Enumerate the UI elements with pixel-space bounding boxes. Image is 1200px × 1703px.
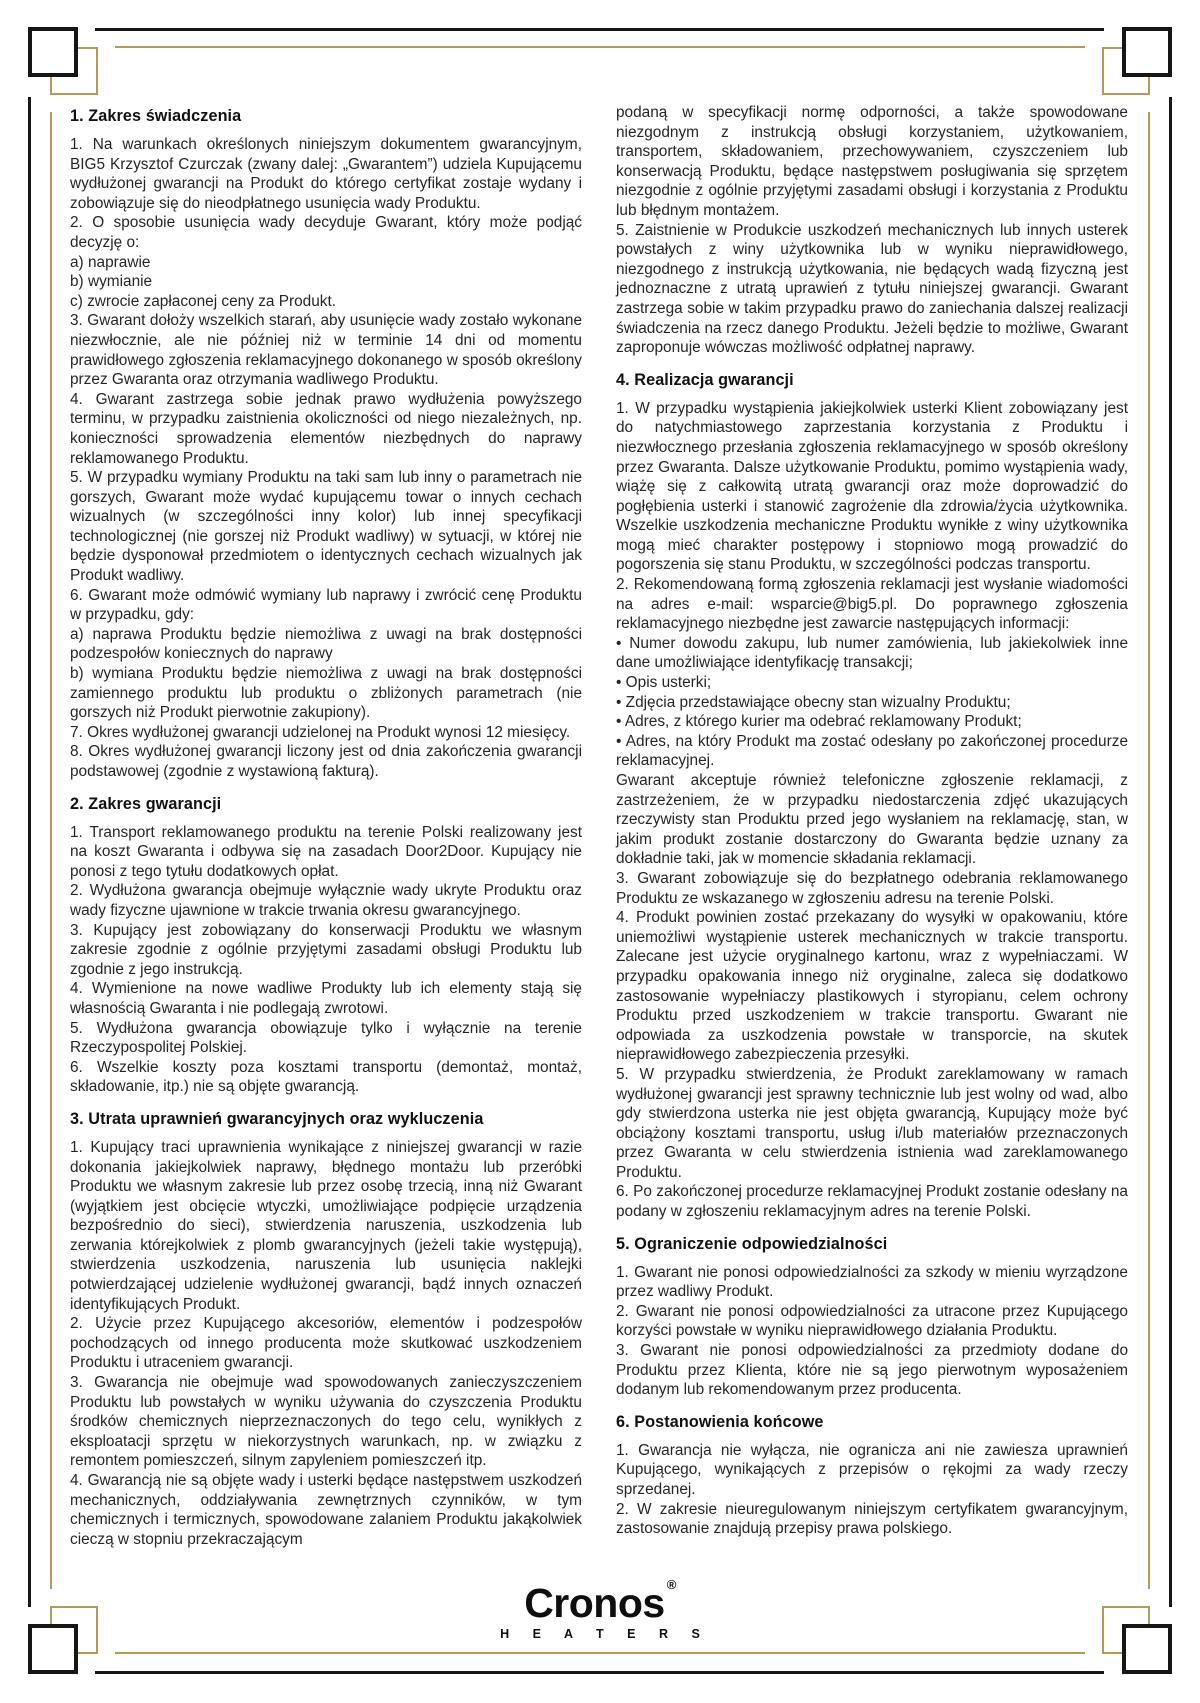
frame-black-top-line	[95, 28, 1104, 31]
paragraph: b) wymiana Produktu będzie niemożliwa z uwagi na brak dostępności zamiennego produktu lub produktu o zbliżonych parametrach (nie gorszych niż Produkt pierwotnie zakupiony).	[70, 665, 582, 722]
frame-gold-right-line	[1148, 112, 1150, 1589]
paragraph: 1. Transport reklamowanego produktu na terenie Polski realizowany jest na koszt Gwaranta i odbywa się na zasadach Door2Door. Kupujący nie ponosi z tego tytułu dodatkowych opłat.	[70, 823, 582, 880]
paragraph: 4. Produkt powinien zostać przekazany do wysyłki w opakowaniu, które uniemożliwi wystąpienie usterek mechanicznych w trakcie transportu. Zalecane jest użycie oryginalnego kartonu, wraz z wypełniaczami. W przypadku opakowania innego niż oryginalne, zaleca się dodatkowo zastosowanie wypełniaczy plastikowych i styropianu, celem ochrony Produktu przed uszkodzeniem w trakcie transportu. Gwarant nie odpowiada za uszkodzenia powstałe w transporcie, na skutek nieprawidłowego zabezpieczenia przesyłki.	[616, 909, 1128, 1064]
paragraph: Gwarant akceptuje również telefoniczne zgłoszenie reklamacji, z zastrzeżeniem, że w przypadku niedostarczenia zdjęć ukazujących rzeczywisty stan Produktu przed jego wysłaniem na reklamację, stan, w jakim produkt zostanie dostarczony do Gwaranta będzie uznany za dokładnie taki, jak w momencie składania reklamacji.	[616, 772, 1128, 868]
paragraph: 6. Gwarant może odmówić wymiany lub naprawy i zwrócić cenę Produktu w przypadku, gdy:	[70, 586, 582, 624]
left-column	[70, 103, 582, 1549]
paragraph: 5. W przypadku wymiany Produktu na taki sam lub inny o parametrach nie gorszych, Gwarant może wydać kupującemu towar o innych cechach wizualnych (w szczególności inny kolor) lub innej specyfikacji technologicznej (nie gorszej niż Produkt wadliwy) w sytuacji, w której nie będzie dysponował przedmiotem o identycznych cechach wizualnych jak Produkt wadliwy.	[70, 469, 582, 585]
brand-name	[0, 1578, 1200, 1624]
paragraph: c) zwrocie zapłaconej ceny za Produkt.	[70, 292, 337, 310]
paragraph: 8. Okres wydłużonej gwarancji liczony jest od dnia zakończenia gwarancji podstawowej (zgodnie z wystawioną fakturą).	[70, 743, 582, 780]
frame-gold-bottom-line	[115, 1652, 1085, 1654]
section-heading: 1. Zakres świadczenia	[70, 107, 242, 125]
paragraph: 6. Wszelkie koszty poza kosztami transportu (demontaż, montaż, składowanie, itp.) nie są objęte gwarancją.	[70, 1058, 582, 1096]
paragraph: 4. Wymienione na nowe wadliwe Produkty lub ich elementy stają się własnością Gwaranta i nie podlegają zwrotowi.	[70, 980, 582, 1017]
paragraph: 2. Użycie przez Kupującego akcesoriów, elementów i podzespołów pochodzących od innego producenta może skutkować uszkodzeniem Produktu i utraceniem gwarancji.	[70, 1315, 582, 1372]
paragraph: 1. Na warunkach określonych niniejszym dokumentem gwarancyjnym, BIG5 Krzysztof Czurczak (zwany dalej: „Gwarantem”) udziela Kupującemu wydłużonej gwarancji na Produkt do którego certyfikat zostaje wydany i zobowiązuje się do nieodpłatnego usunięcia wady Produktu.	[70, 136, 582, 212]
paragraph: podaną w specyfikacji normę odporności, a także spowodowane niezgodnym z instrukcją obsługi korzystaniem, użytkowaniem, transportem, składowaniem, przechowywaniem, czyszczeniem lub konserwacją Produktu, będące następstwem posługiwania się sprzętem niezgodnie z ogólnie przyjętymi zasadami obsługi i korzystania z Produktu lub błędnym montażem.	[616, 104, 1128, 219]
document-body	[70, 103, 1128, 1549]
list-item: • Zdjęcia przedstawiające obecny stan wizualny Produktu;	[616, 693, 1011, 711]
registered-trademark-icon: ®	[666, 1577, 676, 1592]
frame-gold-top-line	[115, 46, 1085, 48]
corner-black-square-top-left	[28, 27, 78, 77]
paragraph: 7. Okres wydłużonej gwarancji udzielonej na Produkt wynosi 12 miesięcy.	[70, 723, 571, 741]
paragraph: 2. Gwarant nie ponosi odpowiedzialności za utracone przez Kupującego korzyści powstałe w wyniku nieprawidłowego działania Produktu.	[616, 1302, 1128, 1340]
paragraph: 5. Zaistnienie w Produkcie uszkodzeń mechanicznych lub innych usterek powstałych z winy użytkownika lub w wyniku nieprawidłowego, niezgodnego z instrukcją użytkowania, nie będących wadą fizyczną jest jednoznaczne z utratą uprawień z tytułu niniejszej gwarancji. Gwarant zastrzega sobie w takim przypadku prawo do zaniechania dalszej realizacji świadczenia na rzecz danego Produktu. Jeżeli będzie to możliwe, Gwarant zaproponuje wówczas możliwość odpłatnej naprawy.	[616, 221, 1128, 357]
paragraph: 4. Gwarant zastrzega sobie jednak prawo wydłużenia powyższego terminu, w przypadku zaistnienia okoliczności od niego niezależnych, np. konieczności sprowadzenia elementów niezbędnych do naprawy reklamowanego Produktu.	[70, 390, 582, 467]
paragraph: 4. Gwarancją nie są objęte wady i usterki będące następstwem uszkodzeń mechanicznych, oddziaływania zewnętrznych czynników, w tym chemicznych i termicznych, spowodowane zalaniem Produktu jakąkolwiek cieczą w stopniu przekraczającym	[70, 1472, 582, 1548]
paragraph: a) naprawa Produktu będzie niemożliwa z uwagi na brak dostępności podzespołów koniecznych do naprawy	[70, 625, 582, 663]
paragraph: 2. O sposobie usunięcia wady decyduje Gwarant, który może podjąć decyzję o:	[70, 214, 582, 251]
paragraph: 3. Gwarant nie ponosi odpowiedzialności za przedmioty dodane do Produktu przez Klienta, które nie są jego pierwotnym wyposażeniem dodanym lub rekomendowanym przez producenta.	[616, 1342, 1128, 1399]
paragraph: 1. Kupujący traci uprawnienia wynikające z niniejszej gwarancji w razie dokonania jakiejkolwiek naprawy, błędnego montażu lub przeróbki Produktu we własnym zakresie lub przez osobę trzecią, inną niż Gwarant (wyjątkiem jest obcięcie wtyczki, umożliwiające podpięcie urządzenia bezpośrednio do sieci), stwierdzenia naruszenia, uszkodzenia lub zerwania którejkolwiek z plomb gwarancyjnych (jeżeli takie występują), stwierdzenia uszkodzenia, naruszenia lub usunięcia naklejki potwierdzającej udzielenie wydłużonej gwarancji, bądź innych oznaczeń identyfikujących Produkt.	[70, 1138, 582, 1313]
paragraph: 5. Wydłużona gwarancja obowiązuje tylko i wyłącznie na terenie Rzeczypospolitej Polskiej.	[70, 1019, 582, 1057]
brand-logo	[0, 1578, 1200, 1641]
brand-wordmark: Cronos	[524, 1580, 665, 1626]
list-item: • Adres, na który Produkt ma zostać odesłany po zakończonej procedurze reklamacyjnej.	[616, 732, 1128, 770]
frame-gold-left-line	[50, 112, 52, 1589]
paragraph: 3. Gwarant zobowiązuje się do bezpłatnego odebrania reklamowanego Produktu ze wskazanego w zgłoszeniu adresu na terenie Polski.	[616, 869, 1128, 907]
paragraph: 2. Rekomendowaną formą zgłoszenia reklamacji jest wysłanie wiadomości na adres e-mail: wsparcie@big5.pl. Do poprawnego zgłoszenia reklamacyjnego niezbędne jest zawarcie następujących informacji:	[616, 576, 1128, 633]
paragraph: 1. W przypadku wystąpienia jakiejkolwiek usterki Klient zobowiązany jest do natychmiastowego zaprzestania korzystania z Produktu i niezwłocznego przesłania zgłoszenia reklamacyjnego w sposób określony przez Gwaranta. Dalsze użytkowanie Produktu, pomimo wystąpienia wady, wiążę się z całkowitą utratą gwarancji oraz może doprowadzić do pogłębienia usterki i stanowić zagrożenie dla zdrowia/życia użytkownika. Wszelkie uszkodzenia mechaniczne Produktu wynikłe z winy użytkownika mogą mieć charakter postępowy i stopniowo mogą prowadzić do pogorszenia się stanu Produktu, w szczególności podczas transportu.	[616, 399, 1128, 574]
brand-tagline: H E A T E R S	[500, 1627, 710, 1641]
section-heading: 4. Realizacja gwarancji	[616, 370, 794, 389]
paragraph: 2. W zakresie nieuregulowanym niniejszym certyfikatem gwarancyjnym, zastosowanie znajdują przepisy prawa polskiego.	[616, 1500, 1128, 1538]
section-heading: 5. Ograniczenie odpowiedzialności	[616, 1234, 888, 1253]
paragraph: 5. W przypadku stwierdzenia, że Produkt zareklamowany w ramach wydłużonej gwarancji jest sprawny technicznie lub jest wolny od wad, albo gdy stwierdzona usterka nie jest objęta gwarancją, Kupujący może być obciążony kosztami transportu, usług i/lub materiałów przeznaczonych przez Gwaranta w celu stwierdzenia istnienia wad zareklamowanego Produktu.	[616, 1065, 1128, 1181]
paragraph: b) wymianie	[70, 273, 153, 291]
section-heading: 6. Postanowienia końcowe	[616, 1412, 824, 1431]
list-item: • Adres, z którego kurier ma odebrać reklamowany Produkt;	[616, 713, 1022, 731]
list-item: • Numer dowodu zakupu, lub numer zamówienia, lub jakiekolwiek inne dane umożliwiające identyfikację transakcji;	[616, 634, 1128, 672]
paragraph: 3. Kupujący jest zobowiązany do konserwacji Produktu we własnym zakresie zgodnie z ogólnie przyjętymi zasadami obsługi Produktu lub zgodnie z jego instrukcją.	[70, 921, 582, 978]
corner-black-square-bottom-left	[28, 1624, 78, 1674]
right-column	[616, 103, 1128, 1549]
paragraph: 1. Gwarant nie ponosi odpowiedzialności za szkody w mieniu wyrządzone przez wadliwy Produkt.	[616, 1263, 1128, 1301]
paragraph: a) naprawie	[70, 253, 151, 271]
paragraph: 3. Gwarancja nie obejmuje wad spowodowanych zanieczyszczeniem Produktu lub powstałych w wyniku używania do czyszczenia Produktu środków chemicznych nieprzeznaczonych do tego celu, wynikłych z eksploatacji sprzętu w niekorzystnych warunkach, np. w związku z remontem pomieszczeń, silnym zapyleniem pomieszczeń itp.	[70, 1374, 582, 1470]
frame-black-left-line	[28, 97, 31, 1607]
paragraph: 1. Gwarancja nie wyłącza, nie ogranicza ani nie zawiesza uprawnień Kupującego, wynikających z przepisów o rękojmi za wady rzeczy sprzedanej.	[616, 1441, 1128, 1498]
frame-black-bottom-line	[95, 1671, 1104, 1674]
paragraph: 2. Wydłużona gwarancja obejmuje wyłącznie wady ukryte Produktu oraz wady fizyczne ujawnione w trakcie trwania okresu gwarancyjnego.	[70, 882, 582, 919]
list-item: • Opis usterki;	[616, 674, 712, 692]
corner-black-square-top-right	[1122, 27, 1172, 77]
frame-black-right-line	[1169, 97, 1172, 1607]
corner-black-square-bottom-right	[1122, 1624, 1172, 1674]
section-heading: 2. Zakres gwarancji	[70, 794, 222, 813]
paragraph: 6. Po zakończonej procedurze reklamacyjnej Produkt zostanie odesłany na podany w zgłoszeniu reklamacyjnym adres na terenie Polski.	[616, 1183, 1128, 1221]
paragraph: 3. Gwarant dołoży wszelkich starań, aby usunięcie wady zostało wykonane niezwłocznie, ale nie później niż w terminie 14 dni od momentu prawidłowego zgłoszenia reklamacyjnego dokonanego w sposób określony przez Gwaranta oraz otrzymania wadliwego Produktu.	[70, 312, 582, 389]
section-heading: 3. Utrata uprawnień gwarancyjnych oraz wykluczenia	[70, 1109, 484, 1128]
